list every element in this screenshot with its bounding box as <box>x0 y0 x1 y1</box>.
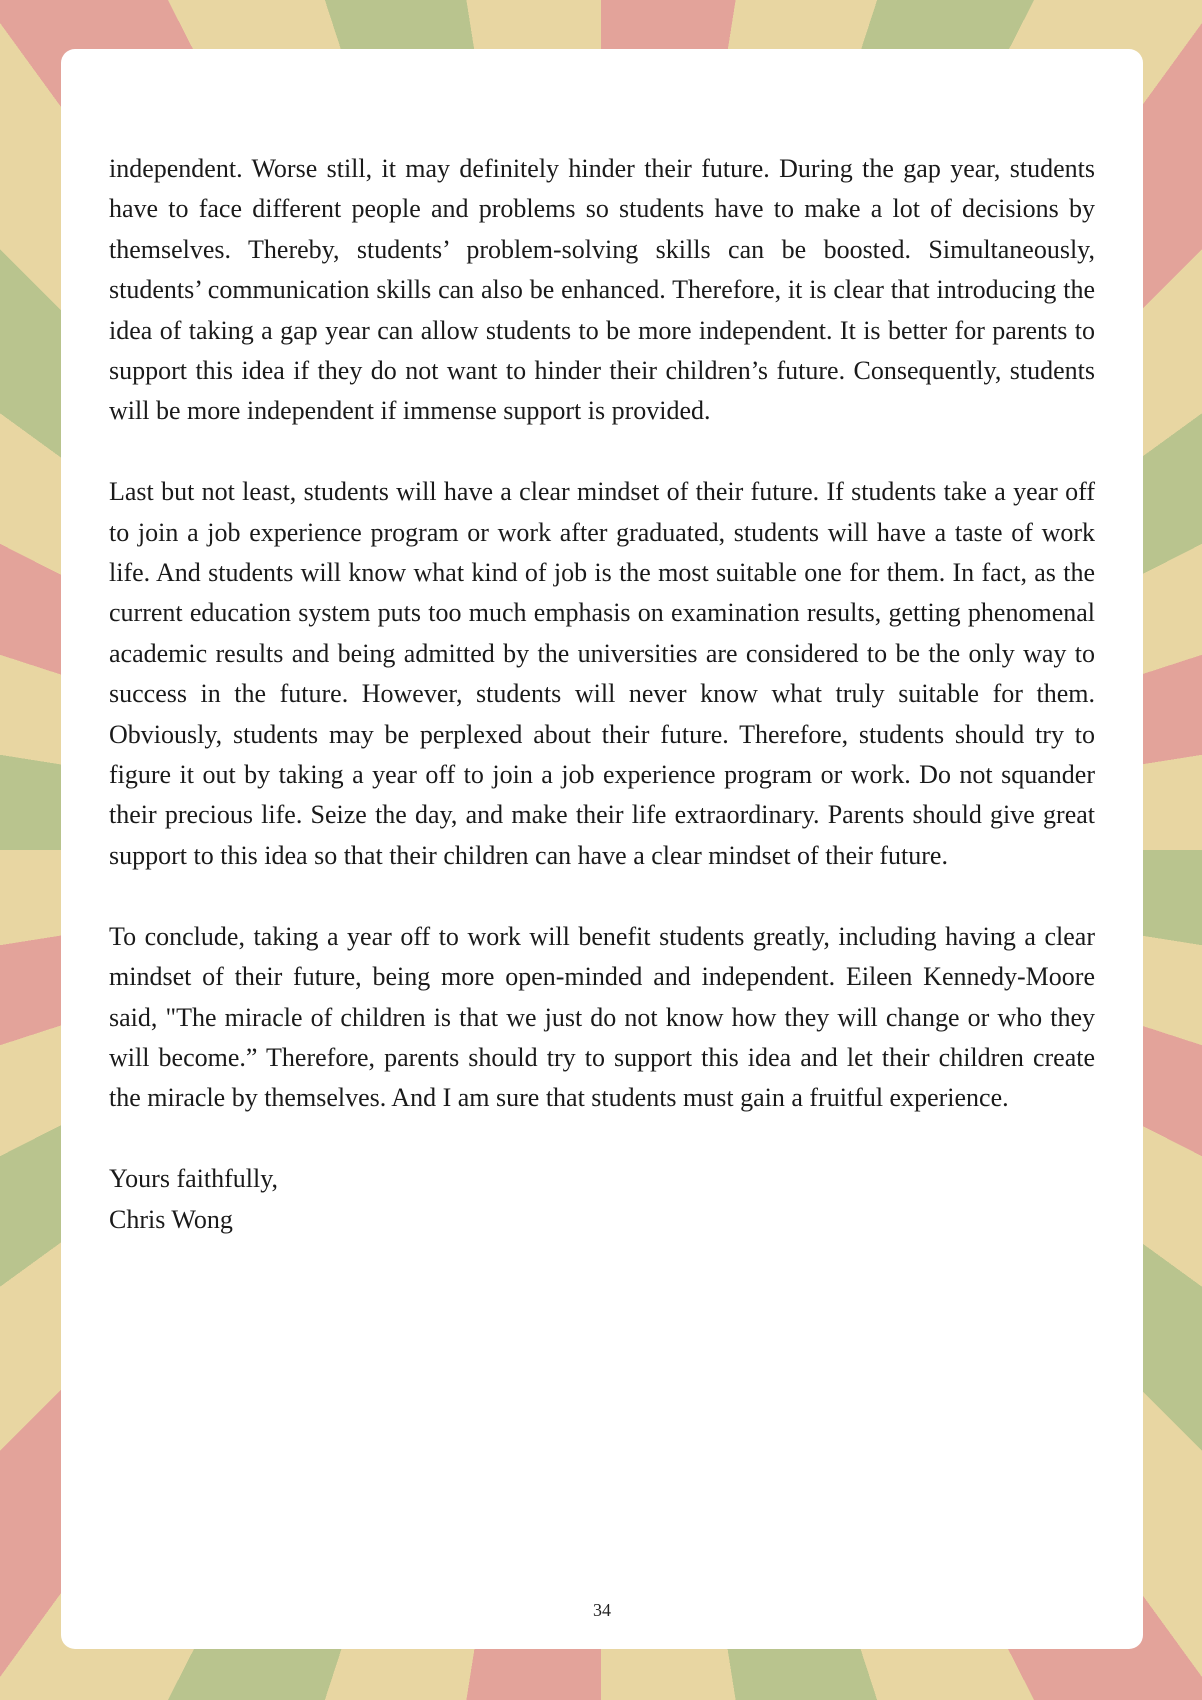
closing-line: Yours faithfully, <box>109 1164 279 1194</box>
paragraph-clear-mindset: Last but not least, students will have a clear mindset of their future. If students take a year off to join a job experience program or work after graduated, students will have a taste of work life. And students will know what kind of job is the most suitable one for them. In fact, as the current education system puts too much emphasis on examination results, getting phenomenal academic results and being admitted by the universities are considered to be the only way to success in the future. However, students will never know what truly suitable for them. Obviously, students may be perplexed about their future. Therefore, students should try to figure it out by taking a year off to join a job experience program or work. Do not squander their precious life. Seize the day, and make their life extraordinary. Parents should give great support to this idea so that their children can have a clear mindset of their future. <box>109 477 1095 870</box>
paragraph-conclusion: To conclude, taking a year off to work will benefit students greatly, including having a clear mindset of their future, being more open-minded and independent. Eileen Kennedy-Moore said, "The miracle of children is that we just do not know how they will change or who they will become.” Therefore, parents should try to support this idea and let their children create the miracle by themselves. And I am sure that students must gain a fruitful experience. <box>109 921 1095 1113</box>
letter-body <box>109 149 1095 1240</box>
page-sheet <box>61 49 1143 1649</box>
paragraph-independence: independent. Worse still, it may definitely hinder their future. During the gap year, students have to face different people and problems so students have to make a lot of decisions by themselves. Thereby, students’ problem-solving skills can be boosted. Simultaneously, students’ communication skills can also be enhanced. Therefore, it is clear that introducing the idea of taking a gap year can allow students to be more independent. It is better for parents to support this idea if they do not want to hinder their children’s future. Consequently, students will be more independent if immense support is provided. <box>109 154 1095 426</box>
page-number: 34 <box>593 1600 611 1620</box>
signature-name: Chris Wong <box>109 1204 233 1234</box>
